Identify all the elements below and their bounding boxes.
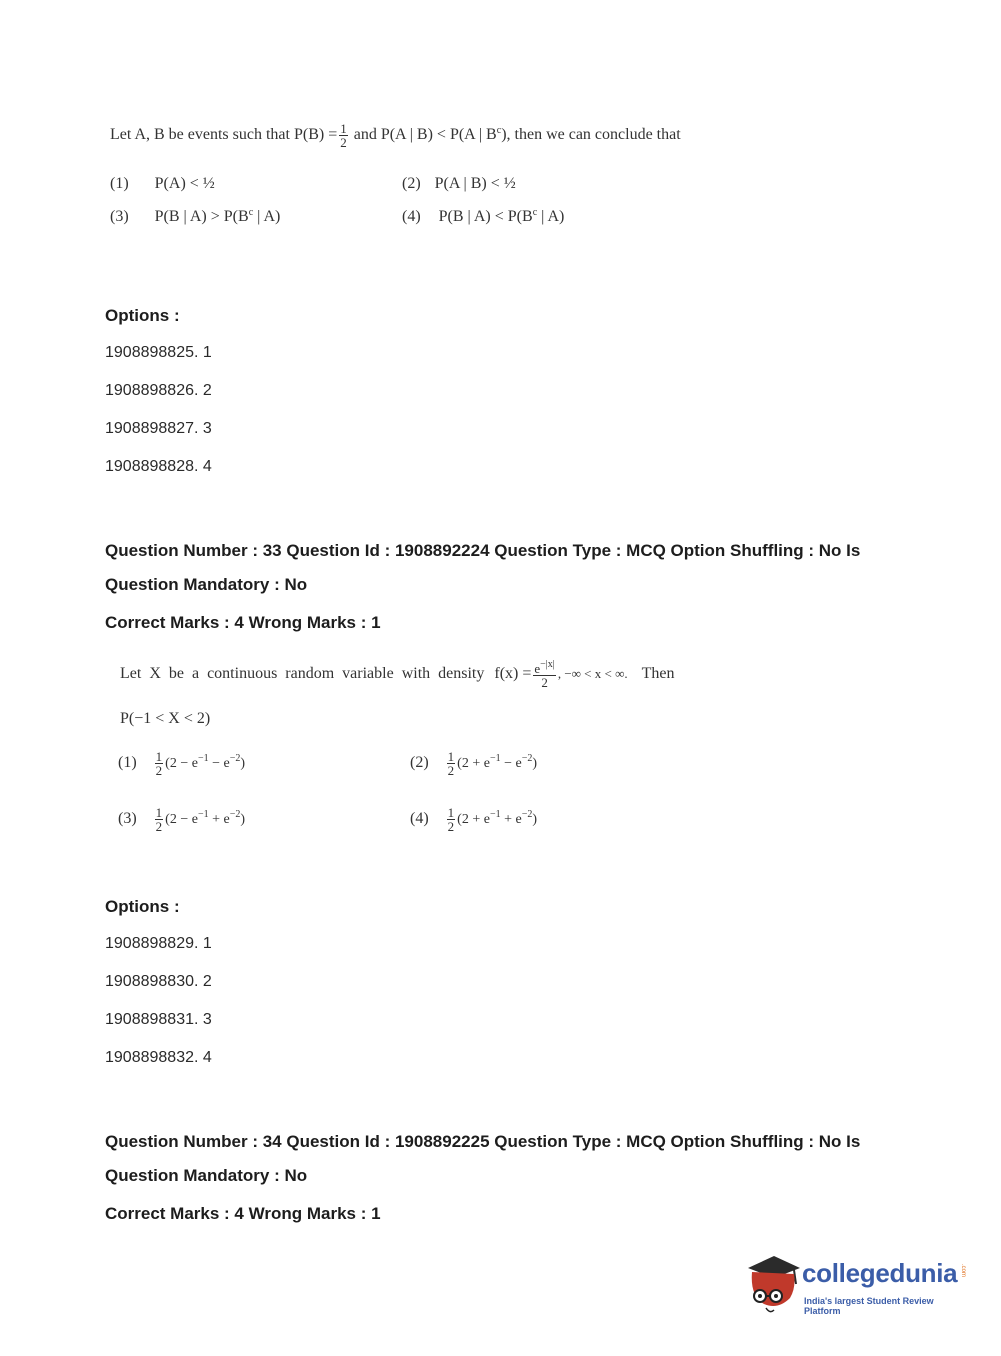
expr: (2 + e <box>457 812 490 828</box>
option-id-line: 1908898832. 4 <box>105 1049 212 1066</box>
sup1: −1 <box>489 809 501 821</box>
options-label: Options : <box>105 897 180 916</box>
option-number: (2) <box>410 754 429 772</box>
frac-num: 1 <box>447 749 455 764</box>
q32-frac-den: 2 <box>340 135 347 150</box>
q32-option-4 <box>402 207 564 226</box>
expr-end: ) <box>240 812 245 828</box>
logo-com: .com <box>960 1264 966 1278</box>
option-text: P(A | B) < ½ <box>434 175 516 192</box>
q32-frac-num: 1 <box>340 121 347 136</box>
q33-option-4 <box>410 806 537 833</box>
option-number: (1) <box>118 754 137 772</box>
option-number: (4) <box>402 208 421 225</box>
q33-frac-num-sup: −|x| <box>540 659 555 670</box>
q32-stem-fraction <box>339 122 348 149</box>
option-sup: c <box>532 207 538 218</box>
q33-marks: Correct Marks : 4 Wrong Marks : 1 <box>105 613 381 632</box>
frac-num: 1 <box>155 749 163 764</box>
sup2: −2 <box>229 753 241 765</box>
option-number: (1) <box>110 175 129 192</box>
expr: (2 + e <box>457 756 490 772</box>
option-id-line: 1908898829. 1 <box>105 935 212 952</box>
option-number: (2) <box>402 175 421 192</box>
q32-stem-post: ), then we can conclude that <box>501 126 681 144</box>
expr-mid: − e <box>500 756 522 772</box>
q32-stem <box>110 122 681 149</box>
frac-num: 1 <box>447 805 455 820</box>
half-fraction <box>155 806 164 833</box>
q32-option-3 <box>110 207 280 226</box>
expr-end: ) <box>240 756 245 772</box>
options-label: Options : <box>105 306 180 325</box>
half-fraction <box>155 750 164 777</box>
option-text: P(A) < ½ <box>154 175 215 192</box>
option-id-line: 1908898830. 2 <box>105 973 212 990</box>
option-id-line: 1908898828. 4 <box>105 458 212 475</box>
collegedunia-logo <box>742 1250 972 1320</box>
sup1: −1 <box>197 753 209 765</box>
q33-frac-den: 2 <box>533 675 555 689</box>
option-number: (3) <box>118 810 137 828</box>
half-fraction <box>447 750 456 777</box>
q32-stem-and: and <box>353 126 377 144</box>
frac-den: 2 <box>155 819 163 834</box>
q33-option-2 <box>410 750 537 777</box>
q32-option-1 <box>110 175 215 193</box>
q32-stem-text: Let A, B be events such that <box>110 126 290 144</box>
sup2: −2 <box>229 809 241 821</box>
option-tail: | A) <box>253 208 281 225</box>
frac-den: 2 <box>447 819 455 834</box>
frac-den: 2 <box>155 763 163 778</box>
q32-option-2 <box>402 175 516 193</box>
q33-header-line2: Question Mandatory : No <box>105 575 308 594</box>
sup1: −1 <box>489 753 501 765</box>
mascot-icon <box>742 1250 804 1320</box>
expr-mid: − e <box>208 756 230 772</box>
q33-frac-num: e <box>534 661 541 676</box>
q32-stem-cond-sup: c <box>496 125 502 137</box>
q33-stem <box>120 660 674 689</box>
q33-stem-line2: P(−1 < X < 2) <box>120 710 211 727</box>
option-number: (3) <box>110 208 129 225</box>
q32-stem-pb: P(B) = <box>293 126 338 144</box>
q34-header-line2: Question Mandatory : No <box>105 1166 308 1185</box>
option-id-line: 1908898826. 2 <box>105 382 212 399</box>
expr: (2 − e <box>165 756 198 772</box>
sup1: −1 <box>197 809 209 821</box>
sup2: −2 <box>521 753 533 765</box>
q33-option-1 <box>118 750 245 777</box>
q33-stem-then: Then <box>641 665 675 683</box>
option-tail: | A) <box>537 208 565 225</box>
option-number: (4) <box>410 810 429 828</box>
option-id-line: 1908898827. 3 <box>105 420 212 437</box>
expr: (2 − e <box>165 812 198 828</box>
q33-header-line1: Question Number : 33 Question Id : 1908892224 Question Type : MCQ Option Shuffling : No Is <box>105 541 861 560</box>
q32-stem-cond: P(A | B) < P(A | B <box>380 126 497 144</box>
frac-den: 2 <box>447 763 455 778</box>
expr-end: ) <box>532 812 537 828</box>
option-id-line: 1908898831. 3 <box>105 1011 212 1028</box>
expr-mid: + e <box>208 812 230 828</box>
sup2: −2 <box>521 809 533 821</box>
option-text: P(B | A) > P(B <box>154 208 249 225</box>
frac-num: 1 <box>155 805 163 820</box>
option-sup: c <box>248 207 254 218</box>
option-text: P(B | A) < P(B <box>438 208 533 225</box>
logo-tagline: India's largest Student Review Platform <box>804 1296 934 1316</box>
expr-end: ) <box>532 756 537 772</box>
option-id-line: 1908898825. 1 <box>105 344 212 361</box>
logo-wordmark: collegedunia <box>802 1258 958 1288</box>
q33-stem-fx: f(x) = <box>494 665 532 683</box>
q33-stem-fraction <box>533 660 555 689</box>
q33-option-3 <box>118 806 245 833</box>
q33-stem-range: , −∞ < x < ∞. <box>557 666 628 682</box>
half-fraction <box>447 806 456 833</box>
q34-header-line1: Question Number : 34 Question Id : 1908892225 Question Type : MCQ Option Shuffling : No Is <box>105 1132 861 1151</box>
q33-stem-text: Let X be a continuous random variable with density <box>120 665 485 683</box>
q34-marks: Correct Marks : 4 Wrong Marks : 1 <box>105 1204 381 1223</box>
expr-mid: + e <box>500 812 522 828</box>
